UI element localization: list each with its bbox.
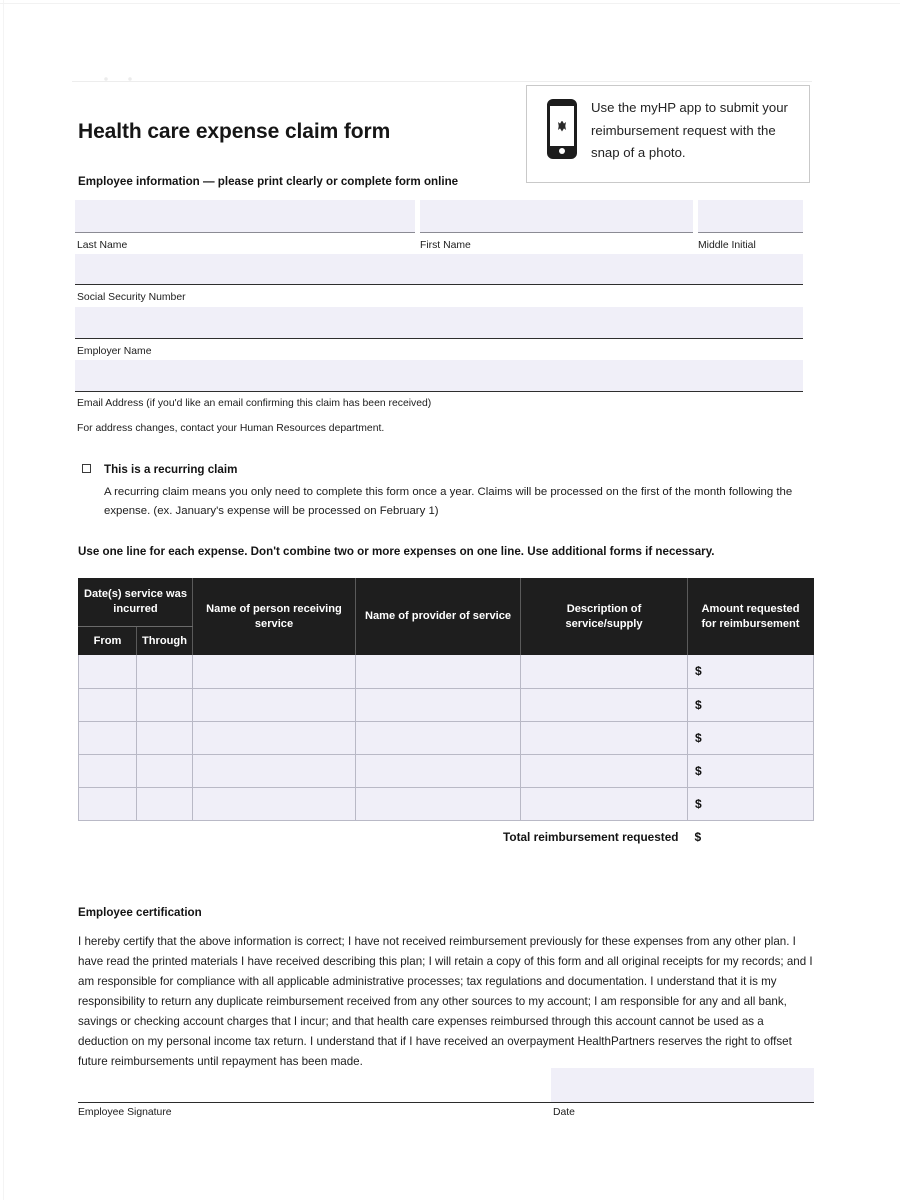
dollar-sign: $ (695, 664, 702, 679)
total-amount-input[interactable] (688, 820, 814, 853)
cell-person[interactable] (193, 787, 356, 820)
last-name-label: Last Name (77, 240, 128, 251)
cell-description[interactable] (521, 754, 688, 787)
email-address-label: Email Address (if you'd like an email confirming this claim has been received) (77, 398, 432, 409)
cell-amount[interactable] (688, 721, 814, 754)
expense-table-body (79, 655, 814, 853)
cell-through[interactable] (137, 721, 193, 754)
table-row (79, 688, 814, 721)
cell-through[interactable] (137, 688, 193, 721)
cell-from[interactable] (79, 787, 137, 820)
use-one-line-instruction: Use one line for each expense. Don't combine two or more expenses on one line. Use additional forms if necessary. (78, 545, 715, 558)
middle-initial-input[interactable] (698, 200, 803, 233)
page-edge-left (3, 0, 4, 1200)
first-name-label: First Name (420, 240, 471, 251)
last-name-input[interactable] (75, 200, 415, 233)
table-row (79, 655, 814, 688)
cell-provider[interactable] (356, 688, 521, 721)
dollar-sign: $ (694, 829, 702, 844)
social-security-number-label: Social Security Number (77, 292, 186, 303)
employee-certification-heading: Employee certification (78, 906, 202, 919)
dollar-sign: $ (695, 730, 702, 745)
cell-description[interactable] (521, 721, 688, 754)
cell-amount[interactable] (688, 688, 814, 721)
cell-from[interactable] (79, 721, 137, 754)
cell-through[interactable] (137, 655, 193, 688)
cell-provider[interactable] (356, 655, 521, 688)
cropped-logo-remnant (100, 74, 146, 82)
email-address-input[interactable] (75, 360, 803, 392)
cell-person[interactable] (193, 721, 356, 754)
cell-amount[interactable] (688, 754, 814, 787)
cell-person[interactable] (193, 688, 356, 721)
cell-through[interactable] (137, 754, 193, 787)
first-name-input[interactable] (420, 200, 693, 233)
phone-home-button (559, 148, 565, 154)
date-label: Date (553, 1107, 575, 1118)
employee-information-heading: Employee information — please print clearly or complete form online (78, 175, 459, 188)
recurring-claim-description: A recurring claim means you only need to complete this form once a year. Claims will be processed on the first of the month following the expense. (ex. January's expense will be processed on February 1) (104, 486, 793, 517)
cell-from[interactable] (79, 655, 137, 688)
header-person: Name of person receiving service (193, 578, 356, 655)
dollar-sign: $ (695, 763, 702, 778)
cell-from[interactable] (79, 754, 137, 787)
cell-through[interactable] (137, 787, 193, 820)
phone-screen (550, 106, 574, 146)
camera-shutter-glyph (557, 121, 568, 132)
dollar-sign: $ (695, 796, 702, 811)
cell-person[interactable] (193, 754, 356, 787)
employee-signature-label: Employee Signature (78, 1107, 172, 1118)
header-amount: Amount requested for reimbursement (688, 578, 814, 655)
header-through: Through (137, 627, 193, 656)
employer-name-input[interactable] (75, 307, 803, 339)
cell-description[interactable] (521, 688, 688, 721)
total-row (79, 820, 814, 853)
cell-provider[interactable] (356, 787, 521, 820)
header-description: Description of service/supply (521, 578, 688, 655)
page-edge-top (0, 3, 900, 4)
table-row (79, 754, 814, 787)
header-from: From (79, 627, 137, 656)
cell-provider[interactable] (356, 721, 521, 754)
page-title: Health care expense claim form (78, 120, 391, 143)
expense-table (78, 578, 814, 853)
social-security-number-input[interactable] (75, 254, 803, 285)
header-provider: Name of provider of service (356, 578, 521, 655)
total-label: Total reimbursement requested (503, 829, 679, 844)
cell-description[interactable] (521, 787, 688, 820)
table-row (79, 721, 814, 754)
cell-person[interactable] (193, 655, 356, 688)
employee-signature-input[interactable] (78, 1068, 814, 1103)
smartphone-camera-icon (547, 99, 577, 159)
recurring-claim-title: This is a recurring claim (104, 463, 238, 476)
cell-from[interactable] (79, 688, 137, 721)
cell-amount[interactable] (688, 655, 814, 688)
recurring-claim-checkbox[interactable] (82, 464, 91, 473)
address-change-note: For address changes, contact your Human Resources department. (77, 423, 385, 434)
employer-name-label: Employer Name (77, 346, 152, 357)
cell-provider[interactable] (356, 754, 521, 787)
table-row (79, 787, 814, 820)
cell-amount[interactable] (688, 787, 814, 820)
myhp-promo-text: Use the myHP app to submit your reimbursement request with the snap of a photo. (591, 100, 788, 161)
header-rule (72, 81, 812, 82)
expense-table-header (79, 578, 814, 655)
dollar-sign: $ (695, 697, 702, 712)
employee-certification-body: I hereby certify that the above information is correct; I have not received reimbursement previously for these expenses from any other plan. I have read the printed materials I have received describing this plan; I will retain a copy of this form and all original receipts for my records; and I am responsible for compliance with all applicable administrative processes; tax regulations and documentation. I understand that it is my responsibility to return any duplicate reimbursement received from any other sources to my account; I am responsible for any and all bank, savings or checking account charges that I incur; and that health care expenses reimbursed through this account cannot be used as a deduction on my personal income tax return. I understand that if I have received an overpayment HealthPartners reserves the right to offset future reimbursements until repayment has been made. (78, 935, 813, 1068)
cell-description[interactable] (521, 655, 688, 688)
myhp-app-promo-box (526, 85, 810, 183)
header-dates-group: Date(s) service was incurred (79, 578, 193, 627)
middle-initial-label: Middle Initial (698, 240, 756, 251)
